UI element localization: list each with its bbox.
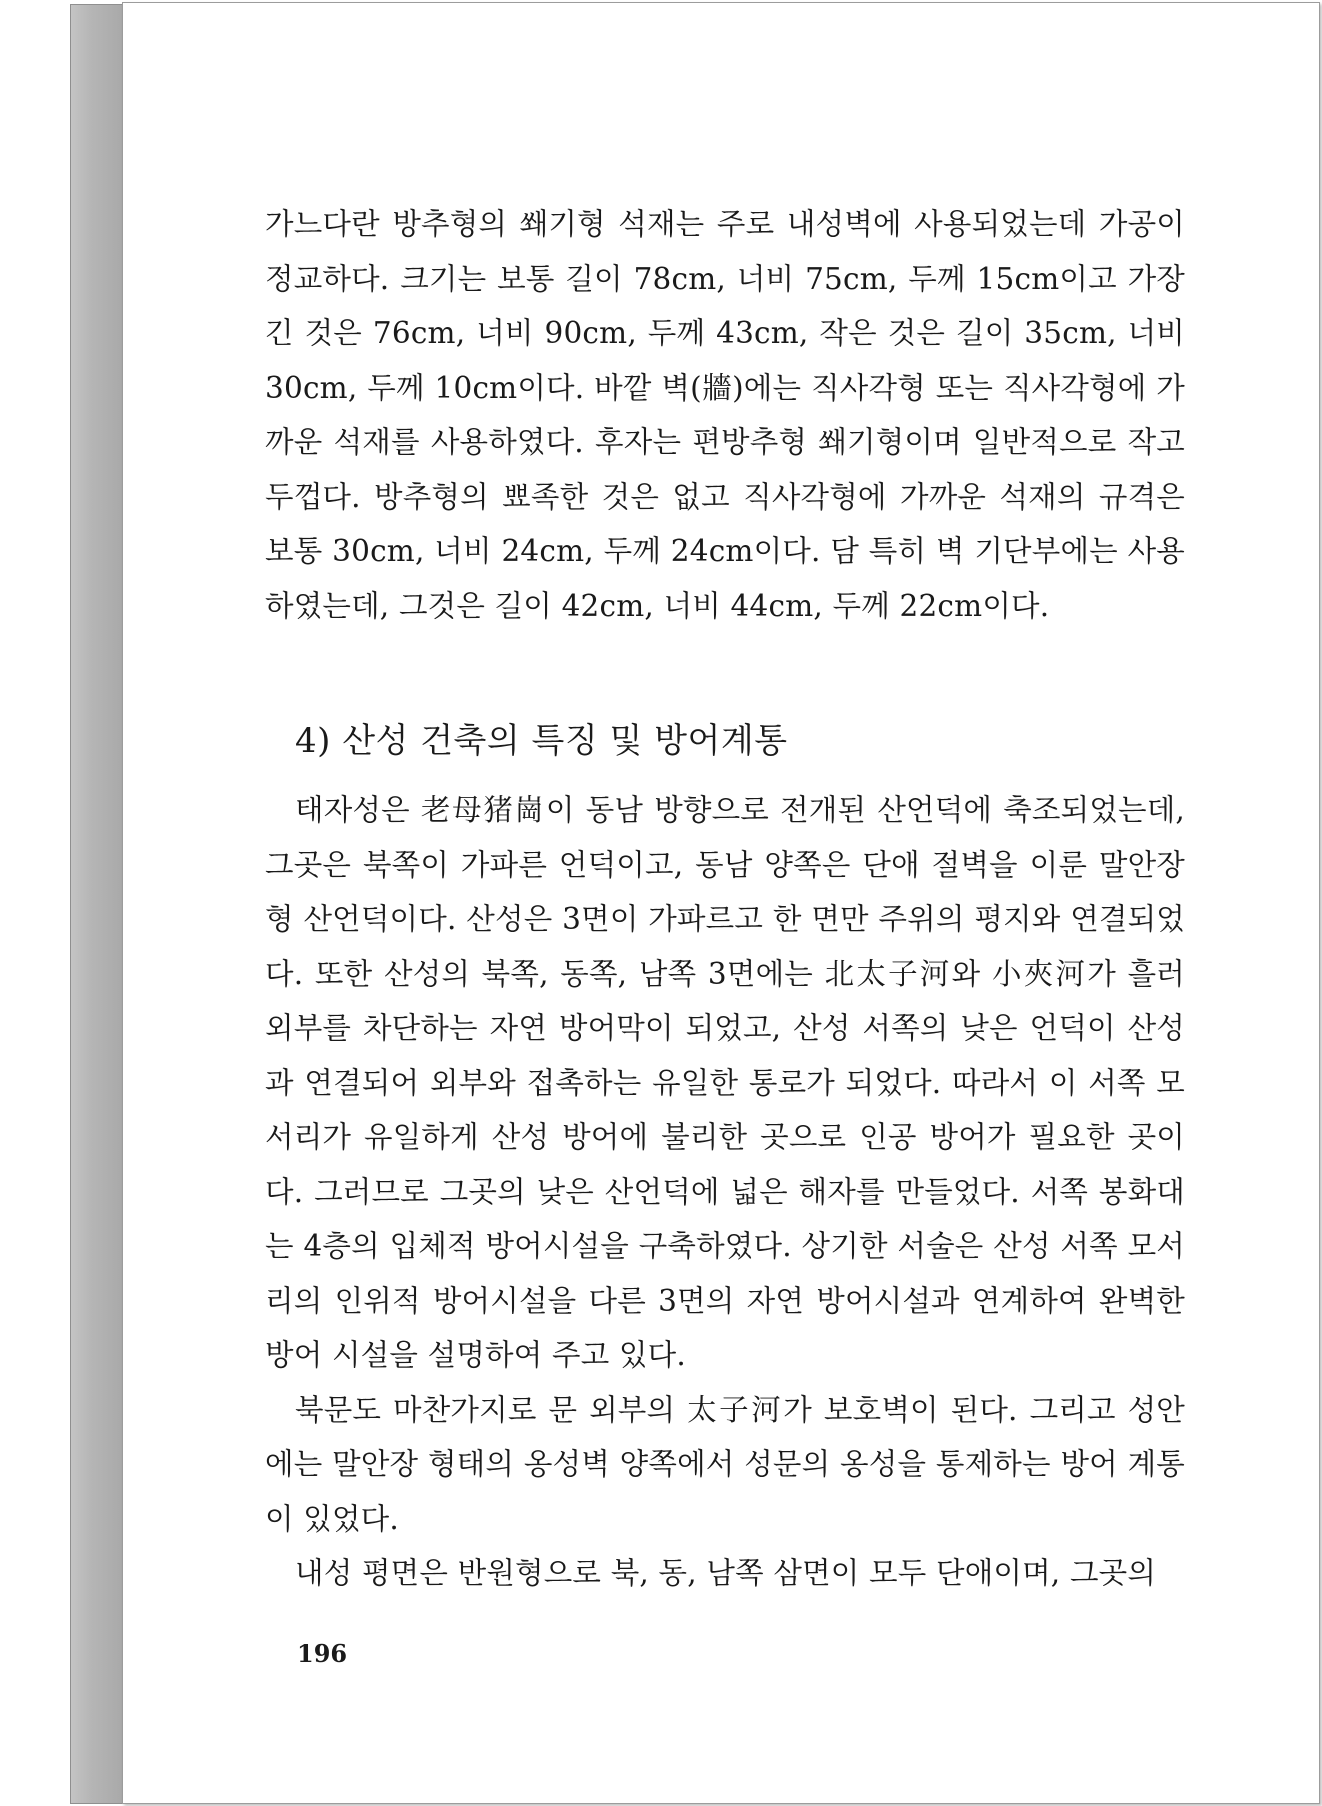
book-page (122, 2, 1320, 1804)
body-text-block (265, 783, 1185, 1601)
top-text-block (265, 197, 1185, 633)
paragraph: 북문도 마찬가지로 문 외부의 太子河가 보호벽이 된다. 그리고 성안에는 말안장 형태의 옹성벽 양쪽에서 성문의 옹성을 통제하는 방어 계통이 있었다. (265, 1392, 1185, 1536)
paragraph: 태자성은 老母猪崗이 동남 방향으로 전개된 산언덕에 축조되었는데, 그곳은 북쪽이 가파른 언덕이고, 동남 양쪽은 단애 절벽을 이룬 말안장형 산언덕이다. 산성은 3면이 가파르고 한 면만 주위의 평지와 연결되었다. 또한 산성의 북쪽, 동쪽, 남쪽 3면에는 北太子河와 小夾河가 흘러 외부를 차단하는 자연 방어막이 되었고, 산성 서쪽의 낮은 언덕이 산성과 연결되어 외부와 접촉하는 유일한 통로가 되었다. 따라서 이 서쪽 모서리가 유일하게 산성 방어에 불리한 곳으로 인공 방어가 필요한 곳이다. 그러므로 그곳의 낮은 산언덕에 넓은 해자를 만들었다. 서쪽 봉화대는 4층의 입체적 방어시설을 구축하였다. 상기한 서술은 산성 서쪽 모서리의 인위적 방어시설을 다른 3면의 자연 방어시설과 연계하여 완벽한 방어 시설을 설명하여 주고 있다. (265, 793, 1185, 1372)
section-heading: 4) 산성 건축의 특징 및 방어계통 (295, 721, 788, 761)
paragraph: 가느다란 방추형의 쐐기형 석재는 주로 내성벽에 사용되었는데 가공이 정교하다. 크기는 보통 길이 78cm, 너비 75cm, 두께 15cm이고 가장 긴 것은 76cm, 너비 90cm, 두께 43cm, 작은 것은 길이 35cm, 너비 30cm, 두께 10cm이다. 바깥 벽(牆)에는 직사각형 또는 직사각형에 가까운 석재를 사용하였다. 후자는 편방추형 쐐기형이며 일반적으로 작고 두껍다. 방추형의 뾰족한 것은 없고 직사각형에 가까운 석재의 규격은 보통 30cm, 너비 24cm, 두께 24cm이다. 담 특히 벽 기단부에는 사용하였는데, 그것은 길이 42cm, 너비 44cm, 두께 22cm이다. (265, 207, 1185, 623)
paragraph: 내성 평면은 반원형으로 북, 동, 남쪽 삼면이 모두 단애이며, 그곳의 (295, 1556, 1157, 1590)
page-number: 196 (297, 1639, 348, 1668)
book-spine (70, 4, 124, 1804)
